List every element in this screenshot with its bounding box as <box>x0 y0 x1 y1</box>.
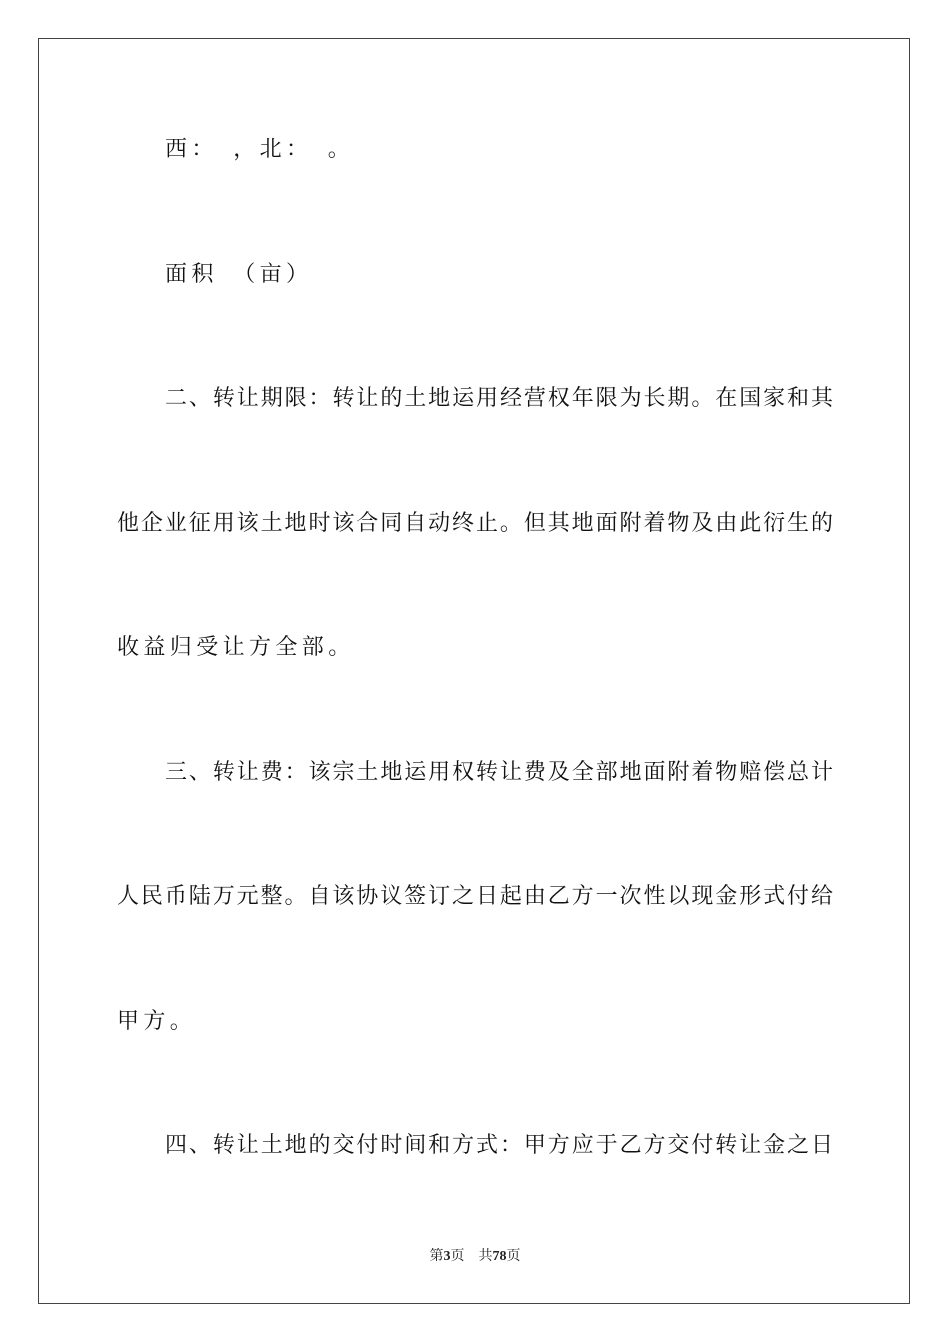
text-line-clause-2-start: 二、转让期限：转让的土地运用经营权年限为长期。在国家和其 <box>165 386 833 411</box>
footer-total-suffix: 页 <box>506 1249 521 1264</box>
footer-page-number: 3 <box>443 1249 451 1264</box>
text-line-clause-3-end: 甲方。 <box>117 1009 197 1034</box>
footer-total-prefix: 共 <box>478 1249 493 1264</box>
footer-total-pages: 78 <box>492 1249 507 1264</box>
text-line-clause-2-end: 收益归受让方全部。 <box>117 635 355 660</box>
text-line-clause-3-middle: 人民币陆万元整。自该协议签订之日起由乙方一次性以现金形式付给 <box>117 884 833 909</box>
text-line-clause-4-start: 四、转让土地的交付时间和方式：甲方应于乙方交付转让金之日 <box>165 1133 833 1158</box>
page-footer <box>0 1248 950 1266</box>
text-line-clause-3-start: 三、转让费：该宗土地运用权转让费及全部地面附着物赔偿总计 <box>165 760 833 785</box>
page-border <box>38 38 910 1304</box>
footer-page-prefix: 第 <box>429 1249 444 1264</box>
text-line-area: 面积 （亩） <box>165 262 313 287</box>
text-line-clause-2-middle: 他企业征用该土地时该合同自动终止。但其地面附着物及由此衍生的 <box>117 511 833 536</box>
footer-page-suffix: 页 <box>450 1249 465 1264</box>
text-line-west-north: 西： ，北： 。 <box>165 137 355 162</box>
